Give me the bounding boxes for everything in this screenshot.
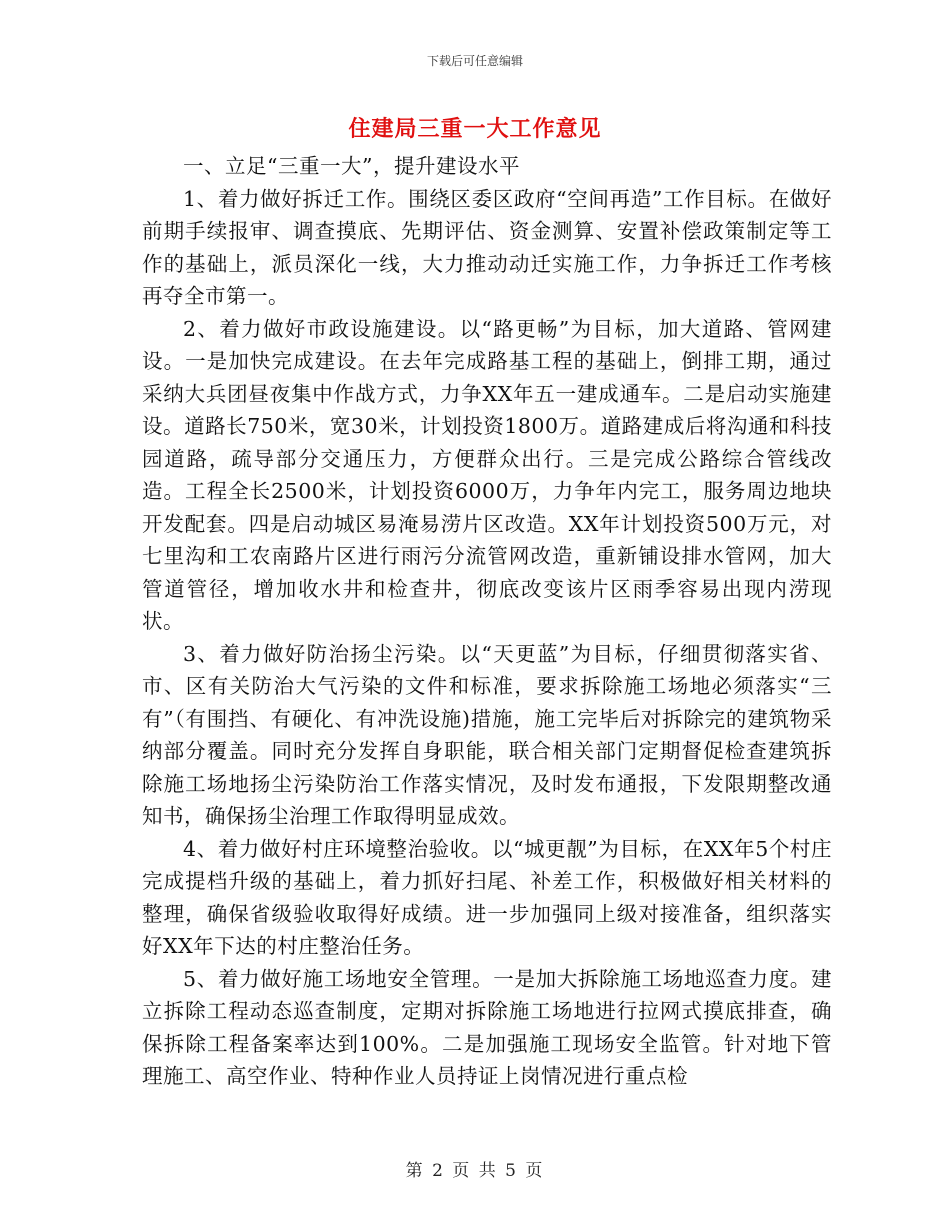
- page-number: 第 2 页 共 5 页: [405, 1161, 545, 1181]
- header-note: 下载后可任意编辑: [426, 54, 523, 68]
- section-heading: 一、立足“三重一大”，提升建设水平: [183, 154, 520, 178]
- paragraph-dust: 3、着力做好防治扬尘污染。以“天更蓝”为目标，仔细贯彻落实省、市、区有关防治大气污染的文件和标准，要求拆除施工场地必须落实“三有”（有围挡、有硬化、有冲洗设施)措施，施工完毕后对拆除完的建筑物采纳部分覆盖。同时充分发挥自身职能，联合相关部门定期督促检查建筑拆除施工场地扬尘污染防治工作落实情况，及时发布通报，下发限期整改通知书，确保扬尘治理工作取得明显成效。: [142, 641, 832, 828]
- paragraph-demolition: 1、着力做好拆迁工作。围绕区委区政府“空间再造”工作目标。在做好前期手续报审、调查摸底、先期评估、资金测算、安置补偿政策制定等工作的基础上，派员深化一线，大力推动动迁实施工作，力争拆迁工作考核再夺全市第一。: [142, 186, 832, 308]
- document-body: [142, 150, 832, 1093]
- paragraph-village: 4、着力做好村庄环境整治验收。以“城更靓”为目标，在XX年5个村庄完成提档升级的基础上，着力抓好扫尾、补差工作，积极做好相关材料的整理，确保省级验收取得好成绩。进一步加强同上级对接准备，组织落实好XX年下达的村庄整治任务。: [142, 836, 832, 958]
- document-title: 住建局三重一大工作意见: [348, 117, 602, 142]
- paragraph-municipal: 2、着力做好市政设施建设。以“路更畅”为目标，加大道路、管网建设。一是加快完成建设。在去年完成路基工程的基础上，倒排工期，通过采纳大兵团昼夜集中作战方式，力争XX年五一建成通车。二是启动实施建设。道路长750米，宽30米，计划投资1800万。道路建成后将沟通和科技园道路，疏导部分交通压力，方便群众出行。三是完成公路综合管线改造。工程全长2500米，计划投资6000万，力争年内完工，服务周边地块开发配套。四是启动城区易淹易涝片区改造。XX年计划投资500万元，对七里沟和工农南路片区进行雨污分流管网改造，重新铺设排水管网，加大管道管径，增加收水井和检查井，彻底改变该片区雨季容易出现内涝现状。: [142, 316, 832, 633]
- paragraph-safety: 5、着力做好施工场地安全管理。一是加大拆除施工场地巡查力度。建立拆除工程动态巡查制度，定期对拆除施工场地进行拉网式摸底排查，确保拆除工程备案率达到100%。二是加强施工现场安全监管。针对地下管理施工、高空作业、特种作业人员持证上岗情况进行重点检: [142, 966, 832, 1088]
